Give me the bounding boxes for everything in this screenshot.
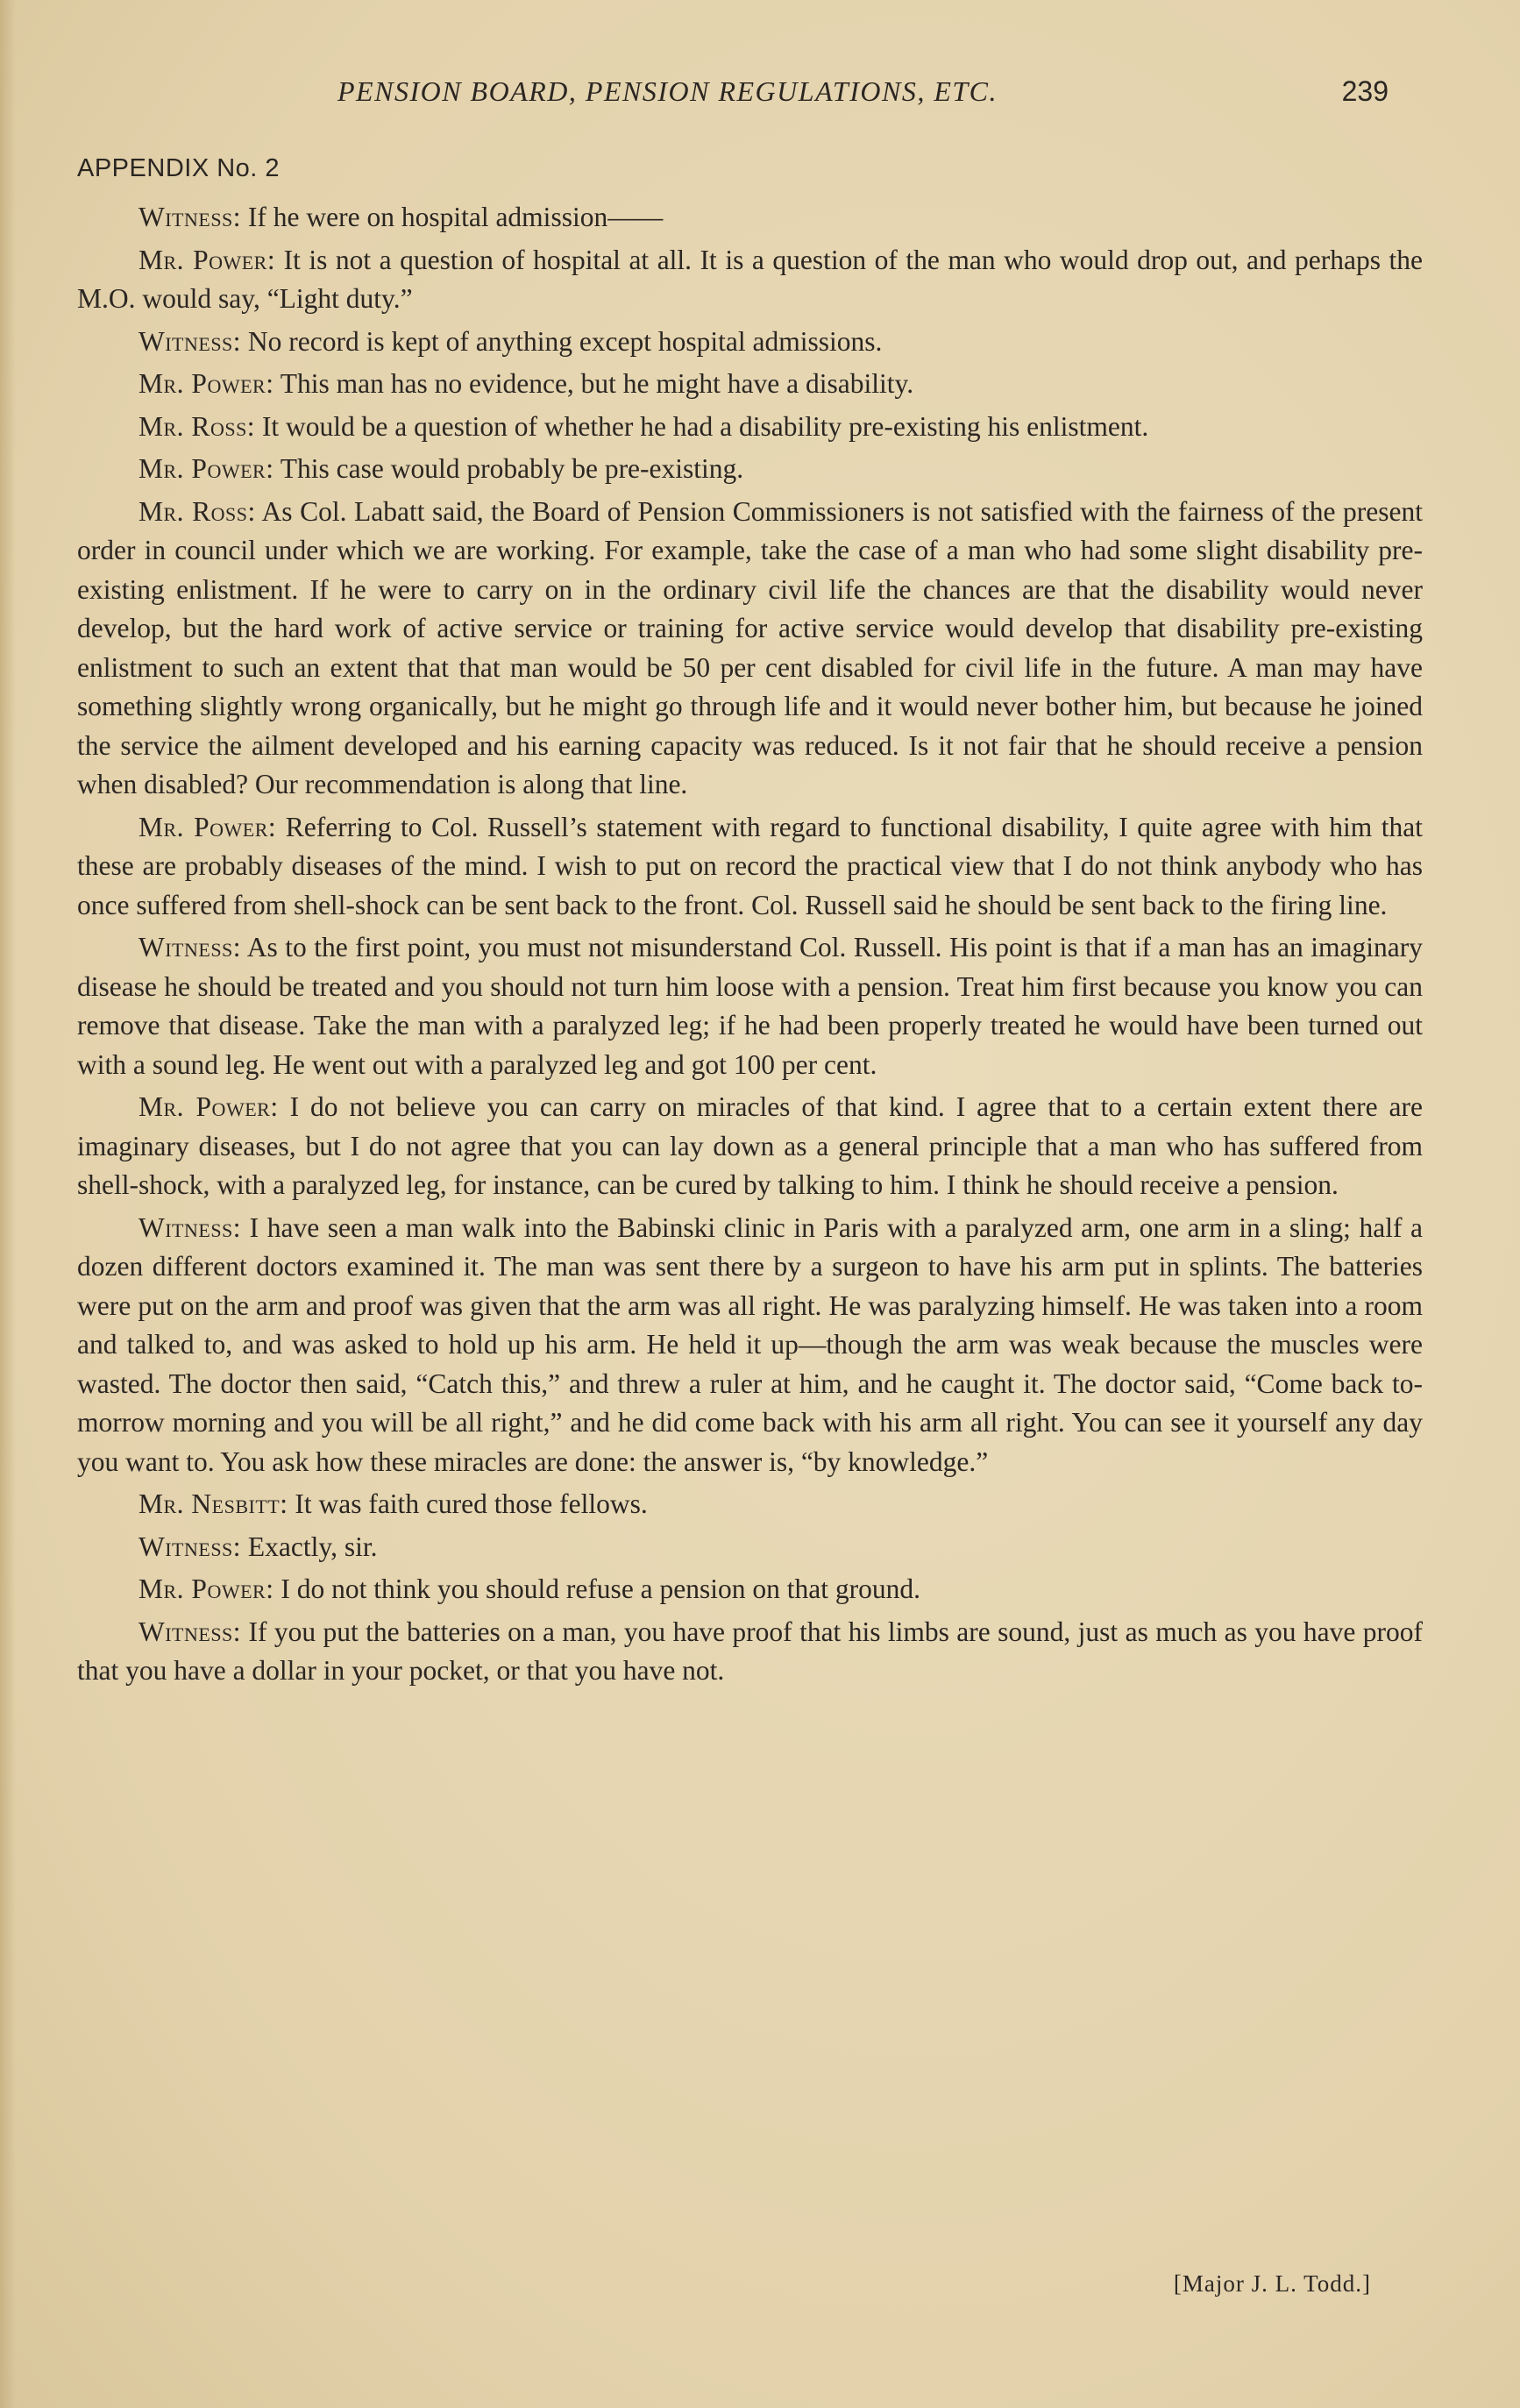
speaker-name: Mr. Power: bbox=[139, 453, 274, 484]
running-title: PENSION BOARD, PENSION REGULATIONS, ETC. bbox=[337, 75, 998, 107]
paragraph-text: This man has no evidence, but he might have a disability. bbox=[280, 368, 914, 399]
transcript-paragraph bbox=[77, 241, 1423, 319]
transcript-paragraph bbox=[77, 928, 1423, 1084]
paragraph-text: Referring to Col. Russell’s statement with regard to functional disability, I quite agree with him that these are probably diseases of the mind. I wish to put on record the practical view that I do not think anybody who has once suffered from shell-shock can be sent back to the front. Col. Russell said he should be sent back to the firing line. bbox=[77, 811, 1424, 920]
paragraph-text: If you put the batteries on a man, you have proof that his limbs are sound, just as much as you have proof that you have a dollar in your pocket, or that you have not. bbox=[77, 1616, 1424, 1686]
paragraph-text: I have seen a man walk into the Babinski clinic in Paris with a paralyzed arm, one arm in a sling; half a dozen different doctors examined it. The man was sent there by a surgeon to have his arm put in splints. The batteries were put on the arm and proof was given that the arm was all right. He was paralyzing himself. He was taken into a room and talked to, and was asked to hold up his arm. He held it up—though the arm was weak because the muscles were wasted. The doctor then said, “Catch this,” and threw a ruler at him, and he caught it. The doctor said, “Come back to-morrow morning and you will be all right,” and he did come back with his arm all right. You can see it yourself any day you want to. You ask how these miracles are done: the answer is, “by knowledge.” bbox=[77, 1211, 1424, 1477]
speaker-name: Witness: bbox=[139, 1616, 242, 1647]
transcript-paragraph bbox=[77, 323, 1423, 362]
speaker-name: Mr. Ross: bbox=[139, 495, 256, 527]
speaker-name: Mr. Nesbitt: bbox=[139, 1488, 288, 1519]
transcript-paragraph bbox=[77, 450, 1423, 489]
transcript-paragraph bbox=[77, 493, 1423, 805]
speaker-name: Witness: bbox=[139, 1531, 242, 1562]
transcript-paragraph bbox=[77, 808, 1423, 926]
page-number: 239 bbox=[1341, 75, 1389, 107]
transcript-paragraph bbox=[77, 408, 1423, 447]
transcript-paragraph bbox=[77, 365, 1423, 404]
paragraph-text: If he were on hospital admission—— bbox=[247, 202, 664, 232]
paragraph-text: It would be a question of whether he had a disability pre-existing his enlistment. bbox=[261, 410, 1149, 442]
transcript-paragraph bbox=[77, 1209, 1423, 1482]
transcript-paragraph bbox=[77, 198, 1423, 238]
speaker-name: Mr. Ross: bbox=[139, 410, 256, 442]
transcript-paragraph bbox=[77, 1528, 1423, 1567]
paragraph-text: It is not a question of hospital at all. It is a question of the man who would drop out, and perhaps the M.O. would say, “Light duty.” bbox=[77, 244, 1423, 314]
appendix-label: APPENDIX No. 2 bbox=[77, 154, 281, 182]
transcript-paragraph bbox=[77, 1088, 1423, 1205]
paragraph-text: I do not think you should refuse a pension on that ground. bbox=[281, 1573, 920, 1604]
speaker-name: Mr. Power: bbox=[139, 1091, 279, 1122]
speaker-name: Mr. Power: bbox=[139, 811, 277, 842]
speaker-name: Mr. Power: bbox=[139, 1573, 274, 1604]
paragraph-text: No record is kept of anything except hospital admissions. bbox=[247, 325, 883, 357]
speaker-name: Witness: bbox=[139, 1211, 242, 1243]
paragraph-text: This case would probably be pre-existing. bbox=[280, 453, 744, 484]
paragraph-text: As Col. Labatt said, the Board of Pension Commissioners is not satisfied with the fairness of the present order in council under which we are working. For example, take the case of a man who had some slight disability pre-existing enlistment. If he were to carry on in the ordinary civil life the chances are that the disability would never develop, but the hard work of active service or training for active service would develop that disability pre-existing enlistment to such an extent that that man would be 50 per cent disabled for civil life in the future. A man may have something slightly wrong organically, but he might go through life and it would never bother him, but because he joined the service the ailment developed and his earning capacity was reduced. Is it not fair that he should receive a pension when disabled? Our recommendation is along that line. bbox=[77, 495, 1424, 799]
speaker-attribution: [Major J. L. Todd.] bbox=[1173, 2270, 1371, 2297]
transcript-body bbox=[77, 198, 1423, 1694]
paragraph-text: Exactly, sir. bbox=[247, 1531, 378, 1562]
speaker-name: Witness: bbox=[139, 932, 242, 962]
running-header bbox=[0, 75, 1520, 121]
speaker-name: Witness: bbox=[139, 202, 242, 232]
speaker-name: Mr. Power: bbox=[139, 368, 274, 399]
transcript-paragraph bbox=[77, 1485, 1423, 1524]
transcript-paragraph bbox=[77, 1613, 1423, 1691]
paragraph-text: As to the first point, you must not misunderstand Col. Russell. His point is that if a man has an imaginary disease he should be treated and you should not turn him loose with a pension. Treat him first because you know you can remove that disease. Take the man with a paralyzed leg; if he had been properly treated he would have been turned out with a sound leg. He went out with a paralyzed leg and got 100 per cent. bbox=[77, 932, 1423, 1080]
page-gutter-shadow bbox=[0, 0, 16, 2408]
paragraph-text: It was faith cured those fellows. bbox=[295, 1488, 648, 1519]
transcript-paragraph bbox=[77, 1570, 1423, 1609]
speaker-name: Mr. Power: bbox=[139, 244, 276, 275]
paragraph-text: I do not believe you can carry on miracles of that kind. I agree that to a certain extent there are imaginary diseases, but I do not agree that you can lay down as a general principle that a man who has suffered from shell-shock, with a paralyzed leg, for instance, can be cured by talking to him. I think he should receive a pension. bbox=[77, 1091, 1424, 1200]
speaker-name: Witness: bbox=[139, 325, 242, 357]
